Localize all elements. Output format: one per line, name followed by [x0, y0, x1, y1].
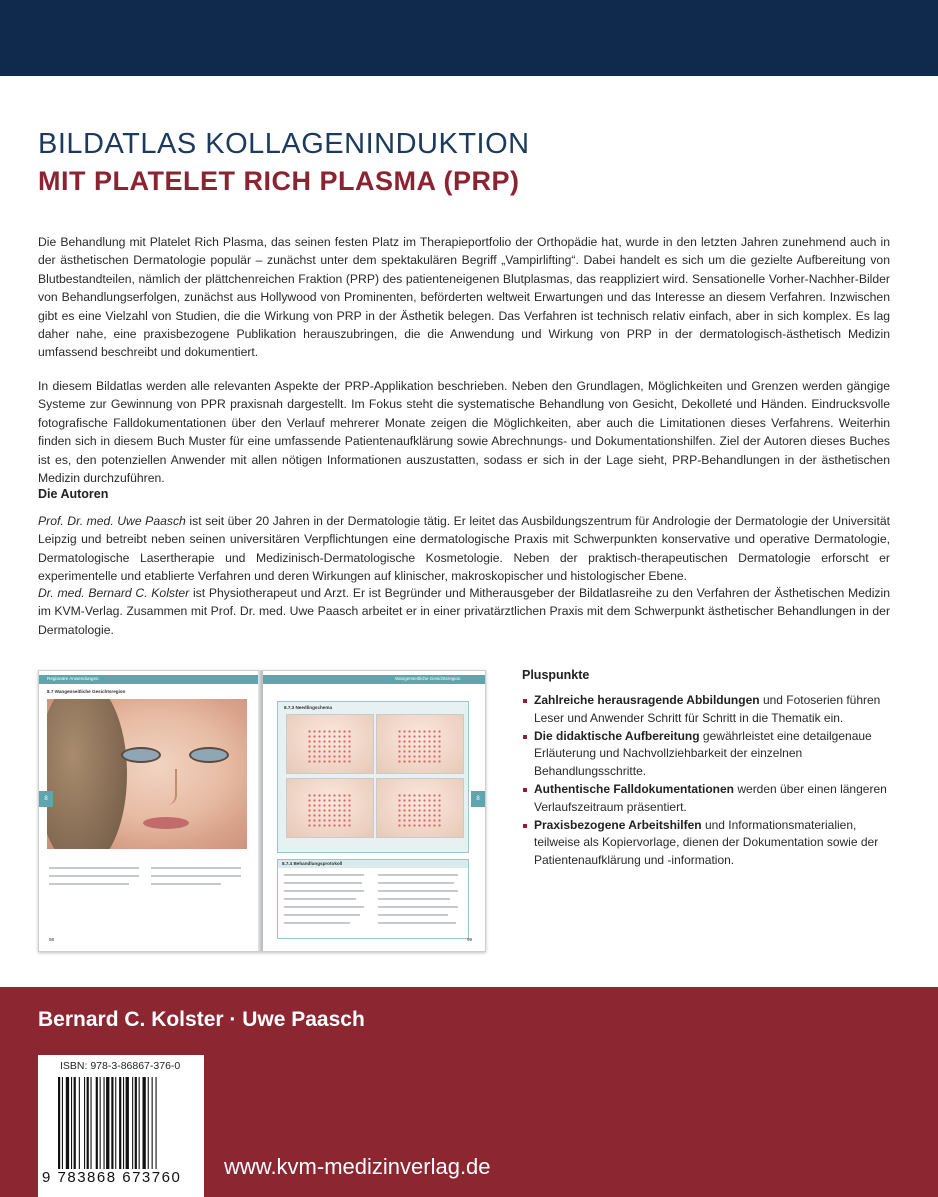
pluspunkt-item: [522, 781, 892, 817]
right-header-text: Wangenseitliche Gesichtsregion: [395, 676, 461, 681]
pluspunkte-heading: Pluspunkte: [522, 668, 590, 682]
author-text-kolster: ist Physiotherapeut und Arzt. Er ist Begründer und Mitherausgeber der Bildatlasreihe zu den Verfahren der Ästhetischen Medizin im KVM-Verlag. Zusammen mit Prof. Dr. med. Uwe Paasch arbeitet er in einer privatärztlichen Praxis mit dem Schwerpunkt ästhetischer Behandlungen in der Dermatologie.: [38, 586, 890, 637]
top-band: [0, 0, 938, 76]
author-bio-kolster: [38, 584, 890, 639]
pluspunkt-text: und Informationsmaterialien, teilweise als Kopiervorlage, dienen der Dokumentation sowie der Patientenaufklärung und -information.: [534, 817, 879, 868]
pluspunkt-item: [522, 728, 892, 781]
isbn-text: ISBN: 978-3-86867-376-0: [60, 1060, 181, 1072]
barcode-box: [38, 1055, 204, 1197]
pluspunkte-list: [522, 692, 892, 870]
left-chapter-tab: 8: [39, 791, 53, 807]
cover-authors: Bernard C. Kolster · Uwe Paasch: [38, 1008, 365, 1031]
face-photo: [47, 699, 247, 849]
right-page-number: 99: [467, 937, 473, 942]
title-line-1: BILDATLAS KOLLAGENINDUKTION: [38, 128, 530, 160]
right-chapter-tab: 8: [471, 791, 485, 807]
right-section-title: 8.7.3 Needlingschema: [284, 705, 333, 710]
author-name-paasch: Prof. Dr. med. Uwe Paasch: [38, 514, 186, 528]
spread-right-page: [263, 671, 485, 951]
needling-figure-panel: [277, 701, 469, 853]
pluspunkt-bold: Zahlreiche herausragende Abbildungen: [534, 693, 760, 707]
authors-heading: Die Autoren: [38, 487, 109, 501]
website-link[interactable]: www.kvm-medizinverlag.de: [224, 1154, 491, 1179]
pluspunkt-text: gewährleistet eine detailgenaue Erläuterung und Nachvollziehbarkeit der einzelnen Behandlungsschritte.: [534, 728, 872, 779]
pluspunkt-bold: Die didaktische Aufbereitung: [534, 728, 700, 743]
left-page-number: 98: [49, 937, 55, 942]
protocol-title: 8.7.4 Behandlungsprotokoll: [282, 861, 343, 866]
pluspunkt-text: und Fotoserien führen Leser und Anwender Schritt für Schritt in die Thematik ein.: [534, 693, 881, 725]
intro-paragraph-1: Die Behandlung mit Platelet Rich Plasma, das seinen festen Platz im Therapieportfolio der Orthopädie hat, wurde in den letzten Jahren zunehmend auch in der ästhetischen Dermatologie populär – zunächst unter dem spektakulären Begriff „Vampirlifting“. Dabei handelt es sich um die gezielte Aufbereitung von Blutbestandteilen, nämlich der plättchenreichen Fraktion (PRP) des patienteneigenen Blutplasmas, das reappliziert wird. Sensationelle Vorher-Nachher-Bilder von Behandlungserfolgen, zunächst aus Hollywood von Prominenten, beförderten weltweit Erwartungen und das Interesse an diesem Verfahren. Inzwischen gibt es eine Vielzahl von Studien, die die Wirkung von PRP in der Ästhetik belegen. Das Verfahren ist technisch relativ einfach, aber in sich komplex. Es lag daher nahe, eine praxisbezogene Publikation herauszubringen, die die Anwendung und Wirkung von PRP in der dermatologisch-ästhetisch Medizin umfassend beschreibt und dokumentiert.: [38, 235, 890, 360]
title-line-2: MIT PLATELET RICH PLASMA (PRP): [38, 166, 520, 196]
barcode-number: 9 783868 673760: [42, 1169, 182, 1186]
author-text-paasch: ist seit über 20 Jahren in der Dermatologie tätig. Er leitet das Ausbildungszentrum für Andrologie der Dermatologie der Universität Leipzig und betreibt neben seinen universitären Verpflichtungen eine dermatologische Praxis mit Schwerpunkten konservative und operative Dermatologie, Dermatologische Lasertherapie und Medizinisch-Dermatologische Kosmetologie. Neben der praktisch-therapeutischen Dermatologie erforscht er experimentelle und etablierte Verfahren und deren Wirkungen auf klinischer, makroskopischer und histologischer Ebene.: [38, 514, 890, 584]
pluspunkt-item: [522, 692, 892, 728]
author-bio-paasch: [38, 512, 890, 586]
pluspunkt-item: [522, 817, 892, 870]
treatment-protocol-box: [277, 859, 469, 939]
pluspunkt-text: werden über einen längeren Verlaufszeitraum präsentiert.: [534, 781, 887, 814]
author-name-kolster: Dr. med. Bernard C. Kolster: [38, 586, 190, 600]
barcode-icon: [58, 1077, 188, 1169]
intro-paragraph-2: In diesem Bildatlas werden alle relevanten Aspekte der PRP-Applikation beschrieben. Neben den Grundlagen, Möglichkeiten und Grenzen werden gängige Systeme zur Gewinnung von PPR praxisnah dargestellt. Im Fokus steht die systematische Behandlung von Gesicht, Dekolleté und Händen. Eindrucksvolle fotografische Falldokumentationen über den Verlauf mehrerer Monate zeigen die Möglichkeiten, aber auch die Limitationen dieses Verfahrens. Weiterhin finden sich in diesem Buch Muster für eine umfassende Patientenaufklärung sowie Abrechnungs- und Dokumentationshilfen. Ziel der Autoren dieses Buches ist es, den potenziellen Anwender mit allen nötigen Informationen auszustatten, sodass er sich in der Lage sieht, PRP-Behandlungen in der ästhetischen Medizin durchzuführen.: [38, 379, 890, 486]
spread-left-page: [39, 671, 261, 951]
pluspunkt-bold: Praxisbezogene Arbeitshilfen: [534, 817, 702, 832]
left-header-text: Regionäre Anwendungen: [47, 676, 99, 681]
pluspunkt-bold: Authentische Falldokumentationen: [534, 781, 735, 796]
left-section-title: 8.7 Wangenseitliche Gesichtsregion: [47, 689, 126, 694]
book-spread-image: [38, 670, 486, 952]
